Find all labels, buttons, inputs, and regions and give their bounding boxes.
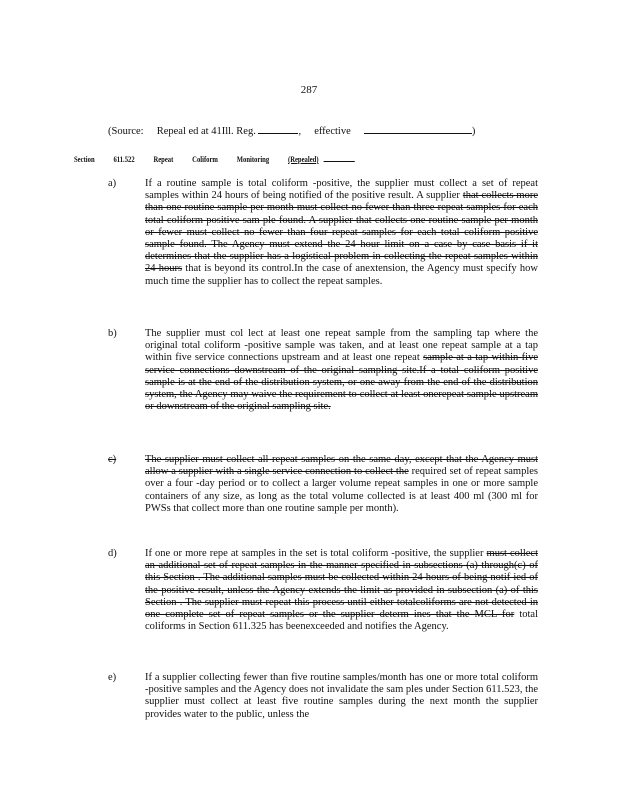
- text-run: The supplier must col lect at least one repeat sample from the sampling tap where the original total coliform -positive sample was taken, and at least one repeat sample at a tap within five service connections upstream and at least one repeat: [145, 328, 538, 364]
- subsection-letter: a): [108, 178, 117, 189]
- deleted-text-run: The supplier must collect all repeat samples on the same day, except that the Agency must allow a supplier with a single service connection to collect the: [145, 454, 538, 478]
- text-run: If one or more repe at samples in the set is total coliform -positive, the supplier: [145, 548, 487, 559]
- text-run: required set of repeat samples over a four -day period or to collect a larger volume repeat samples in one or more sample containers of any size, as long as the total volume collected is at least 400 ml (300 ml for PWSs that collect more than one routine sample per month).: [145, 466, 538, 514]
- section-title-word: Monitoring: [236, 154, 270, 164]
- source-prefix: (Source:: [108, 126, 144, 137]
- source-note: [108, 124, 528, 137]
- source-close: ): [471, 126, 476, 137]
- subsection-body: [145, 454, 538, 515]
- subsection-letter: d): [108, 548, 117, 559]
- section-heading: [74, 153, 372, 164]
- subsection-letter: e): [108, 672, 117, 683]
- section-label: Section: [74, 154, 95, 164]
- section-number: 611.522: [113, 154, 135, 164]
- subsection-d: [108, 548, 538, 633]
- register-blank: [258, 124, 298, 134]
- effective-blank: [364, 124, 472, 134]
- heading-rule: [323, 153, 354, 162]
- text-run: If a supplier collecting fewer than five routine samples/month has one or more total coliform -positive samples and the Agency does not invalidate the sam ples under Section 611.523, the supplier must collect at least five routine samples during the next month the supplier provides water to the public, unless the: [145, 672, 538, 720]
- deleted-text-run: sample at a tap within five service connections downstream of the original sampling site.If a total coliform positive sample is at the end of the distribution system, or one away from the end of the distribution system, the Agency may waive the requirement to collect at least onerepeat sample upstream or downstream of the original sampling site.: [145, 352, 538, 413]
- subsection-b: [108, 328, 538, 413]
- subsection-e: [108, 672, 538, 721]
- deleted-text-run: that collects more than one routine sample per month must collect no fewer than three repeat samples for each total coliform positive sam ple found. A supplier that collects one routine sample per month or fewer must collect no fewer than four repeat samples for each total coliform positive sample found. The Agency must extend the 24 hour limit on a case by case basis if it determines that the supplier has a logistical problem in collecting the repeat samples within 24 hours: [145, 190, 538, 275]
- subsection-body: [145, 178, 538, 288]
- subsection-body: [145, 672, 538, 721]
- page-number: 287: [300, 84, 318, 96]
- text-run: that is beyond its control.In the case of anextension, the Agency must specify how much time the supplier has to collect the repeat samples.: [145, 263, 538, 287]
- text-run: If a routine sample is total coliform -positive, the supplier must collect a set of repeat samples within 24 hours of being notified of the positive result. A supplier: [145, 178, 538, 202]
- subsection-letter: b): [108, 328, 117, 339]
- section-title-word: Coliform: [192, 154, 218, 164]
- source-text: Repeal ed at 41Ill. Reg.: [156, 126, 256, 137]
- subsection-c: [108, 454, 538, 515]
- text-run: total coliforms in Section 611.325 has beenexceeded and notifies the Agency.: [145, 609, 538, 633]
- source-comma: ,: [298, 126, 302, 137]
- effective-label: effective: [314, 126, 351, 137]
- repealed-status: (Repealed): [287, 154, 319, 164]
- section-title-word: Repeat: [153, 154, 174, 164]
- subsection-body: [145, 328, 538, 413]
- subsection-body: [145, 548, 538, 633]
- subsection-a: [108, 178, 538, 288]
- deleted-text-run: must collect an additional set of repeat samples in the manner specified in subsections (a) through(c) of this Section . The additional samples must be collected within 24 hours of being notif ied of the positive result, unless the Agency extends the limit as provided in subsection (a) of this Section . The supplier must repeat this process until either totalcoliforms are not detected in one complete set of repeat samples or the supplier determ ines that the MCL for: [145, 548, 539, 621]
- subsection-letter-deleted: c): [108, 454, 117, 465]
